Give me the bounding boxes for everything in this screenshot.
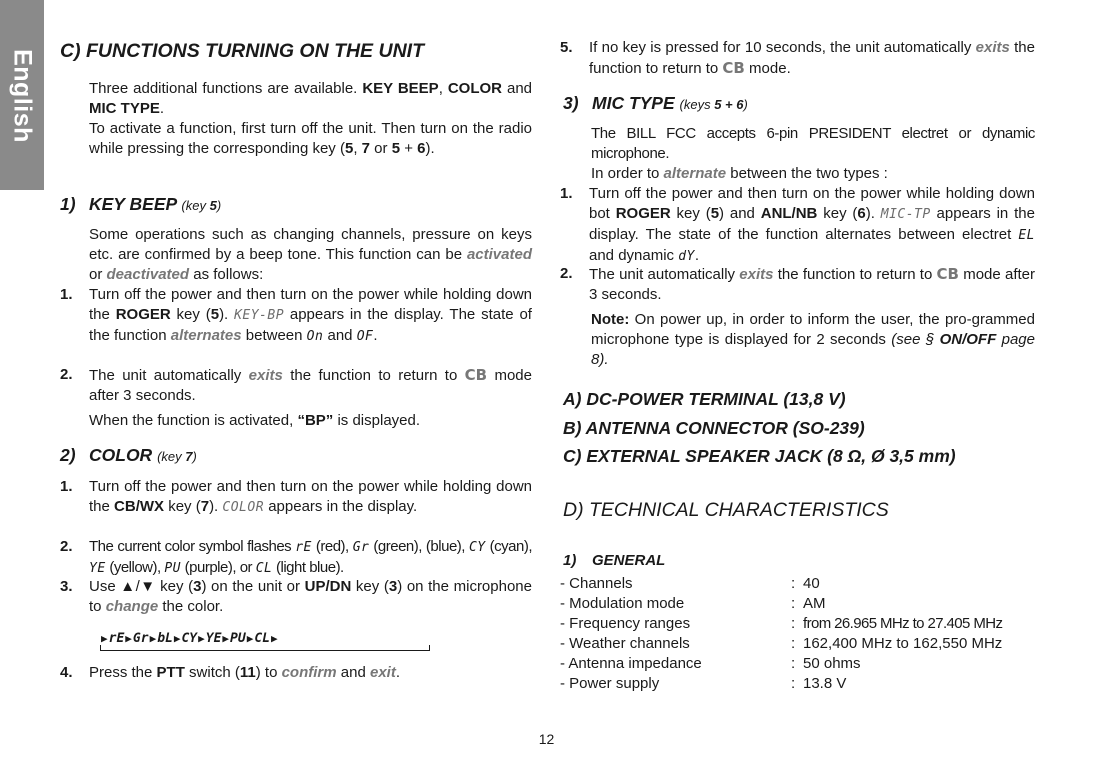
step-number: 4. [60, 664, 73, 681]
text-run: switch ( [184, 664, 240, 681]
lcd-symbol: PU [164, 561, 181, 576]
color-code-cy: CY [181, 631, 198, 646]
color-code-cl: CL [254, 631, 270, 646]
text-run: The BILL FCC accepts 6-pin PRESIDENT electret or dynamic microphone. [591, 125, 1035, 162]
step-text [89, 285, 532, 347]
spec-value: 40 [803, 575, 820, 592]
lcd-symbol: CY [468, 540, 486, 555]
bold-text: 7 [361, 140, 370, 157]
emphasis-text: CB [722, 59, 745, 77]
text-run: and dynamic [589, 247, 679, 264]
text-run: the function to return to [773, 266, 937, 283]
lcd-symbol: COLOR [222, 500, 265, 515]
step-text [589, 264, 1035, 305]
text-run: as follows: [189, 266, 264, 283]
text-run: (see § [891, 331, 940, 348]
step-text [89, 365, 532, 406]
color-number: 2) [60, 445, 76, 465]
color-code-re: rE [108, 631, 125, 646]
bold-text: Note: [591, 311, 630, 328]
spec-label: - Weather channels [560, 635, 690, 652]
text-run: (light blue). [272, 559, 344, 576]
text-run: mode after 3 seconds. [89, 367, 532, 404]
antenna-connector-heading: B) ANTENNA CONNECTOR (SO-239) [563, 418, 865, 438]
text-run: appears in the display. The state of the function [89, 306, 532, 344]
mic-type-step-1 [560, 184, 1035, 267]
emphasis-text: change [105, 598, 159, 615]
arrow-right-icon: ▶ [173, 632, 181, 645]
lcd-symbol: dY [678, 249, 695, 264]
color-cycle-sequence [100, 629, 279, 651]
bold-text: 6 [857, 205, 866, 222]
text-run: the color. [158, 598, 224, 615]
arrow-right-icon: ▶ [198, 632, 205, 645]
text-run: Press the [89, 664, 157, 681]
lcd-symbol: MIC-TP [880, 207, 931, 222]
emphasis-text: CB [464, 366, 488, 384]
text-run: Use ▲/▼ key ( [89, 578, 194, 595]
text-run: and [502, 80, 533, 97]
spec-value: from 26.965 MHz to 27.405 MHz [803, 615, 1003, 632]
bold-text: ANL/NB [760, 205, 818, 222]
bold-text: 3 [388, 578, 398, 595]
mic-type-step-2 [560, 264, 1035, 305]
text-run: ). [425, 140, 435, 157]
step-number: 2. [60, 366, 73, 383]
text-run: Turn off the power and then turn on the power while holding down the [89, 478, 532, 515]
text-run: or [370, 140, 392, 157]
text-run: + [400, 140, 418, 157]
spec-value: 13.8 V [803, 675, 847, 692]
step-text [89, 663, 532, 683]
mic-type-heading [563, 93, 748, 115]
text-run: In order to [591, 165, 664, 182]
text-run: . [694, 247, 700, 264]
lcd-symbol: OF [356, 329, 374, 344]
step-number: 3. [60, 578, 73, 595]
color-step-1 [60, 477, 532, 518]
bold-text: 5 [710, 205, 720, 222]
bold-text: ON/OFF [939, 331, 997, 348]
text-run: . [159, 100, 165, 117]
spec-colon: : [791, 575, 796, 592]
key-beep-note [89, 411, 532, 431]
spec-colon: : [791, 615, 796, 632]
text-run: , [438, 80, 448, 97]
bold-text: 5 [344, 140, 354, 157]
bold-text: 3 [193, 578, 202, 595]
mic-type-paragraph-1 [591, 124, 1035, 164]
dc-power-heading: A) DC-POWER TERMINAL (13,8 V) [563, 389, 846, 409]
text-run: Turn off the power and then turn on the power while holding down bot [589, 185, 1035, 222]
text-run: (cyan), [485, 538, 533, 555]
color-code-pu: PU [230, 631, 246, 646]
mic-type-number: 3) [563, 93, 579, 113]
text-run: ) on the unit or [201, 578, 305, 595]
emphasis-text: exits [739, 266, 774, 283]
text-run: Some operations such as changing channels, pressure on keys etc. are confirmed by a beep tone. This function can be [89, 226, 532, 263]
color-key-prefix: (key [157, 449, 186, 464]
emphasis-text: exits [248, 367, 283, 384]
step-text [589, 184, 1035, 267]
text-run: ) and [719, 205, 761, 222]
bold-text: KEY BEEP [362, 80, 439, 97]
step-text [589, 38, 1035, 79]
language-tab [0, 0, 44, 190]
text-run: Three additional functions are available. [89, 80, 363, 97]
key-beep-key-suffix: ) [216, 198, 222, 213]
lcd-symbol: CL [255, 561, 273, 576]
mic-type-paragraph-2 [591, 164, 1035, 184]
bold-text: 6 [417, 140, 426, 157]
spec-value: 50 ohms [803, 655, 861, 672]
color-code-gr: Gr [132, 631, 149, 646]
arrow-right-icon: ▶ [246, 632, 254, 645]
mic-type-key: 5 + 6 [714, 97, 744, 112]
key-beep-intro [89, 225, 532, 285]
general-number: 1) [563, 552, 577, 569]
emphasis-text: exit [369, 664, 396, 681]
arrow-right-icon: ▶ [222, 632, 230, 645]
emphasis-text: activated [466, 246, 532, 263]
text-run: (red), [311, 538, 353, 555]
arrow-right-icon: ▶ [125, 632, 132, 645]
mic-type-note [591, 310, 1035, 370]
spec-label: - Antenna impedance [560, 655, 702, 672]
text-run: and [336, 664, 370, 681]
lcd-symbol: EL [1018, 228, 1035, 243]
lcd-symbol: On [306, 329, 324, 344]
color-code-bl: bL [157, 631, 173, 646]
text-run: mode after 3 seconds. [589, 266, 1035, 303]
text-run: (purple), or [181, 559, 256, 576]
bold-text: 11 [239, 664, 256, 681]
step-number: 5. [560, 39, 573, 56]
bold-text: MIC TYPE [89, 100, 160, 117]
text-run: ) to [255, 664, 282, 681]
bold-text: 5 [210, 306, 220, 323]
text-run: key ( [817, 205, 858, 222]
spec-colon: : [791, 635, 796, 652]
arrow-right-icon: ▶ [101, 632, 108, 645]
step-number: 1. [60, 286, 73, 303]
general-title: GENERAL [592, 552, 666, 569]
bold-text: CB/WX [114, 498, 165, 515]
text-run: ) on the microphone to [89, 578, 532, 615]
text-run: When the function is activated, [89, 412, 298, 429]
text-run: and [323, 327, 357, 344]
color-key-suffix: ) [192, 449, 197, 464]
bold-text: COLOR [447, 80, 503, 97]
spec-label: - Modulation mode [560, 595, 685, 612]
text-run: the function to return to [282, 367, 465, 384]
text-run: the function to return to [589, 39, 1035, 77]
key-beep-step-1 [60, 285, 532, 347]
spec-colon: : [791, 655, 796, 672]
emphasis-text: alternates [170, 327, 242, 344]
text-run: The unit automatically [589, 266, 740, 283]
text-run: is displayed. [333, 412, 421, 429]
color-step-5 [560, 38, 1035, 79]
spec-colon: : [791, 595, 796, 612]
key-beep-key-prefix: (key [181, 198, 210, 213]
text-run: The unit automatically [89, 367, 249, 384]
spec-colon: : [791, 675, 796, 692]
color-key: 7 [185, 449, 193, 464]
emphasis-text: CB [936, 265, 959, 283]
text-run: key ( [164, 498, 201, 515]
text-run: between the two types : [726, 165, 888, 182]
emphasis-text: exits [975, 39, 1010, 56]
key-beep-number: 1) [60, 194, 76, 214]
bold-text: 5 [391, 140, 401, 157]
text-run: page 8). [591, 331, 1035, 368]
text-run: appears in the display. The state of the function alternates between electret [589, 205, 1035, 243]
step-text [89, 577, 532, 617]
key-beep-key: 5 [209, 198, 217, 213]
intro-paragraph-2 [89, 119, 532, 159]
text-run: , [353, 140, 362, 157]
text-run: The current color symbol flashes [89, 538, 296, 555]
bold-text: UP/DN [304, 578, 352, 595]
color-step-4 [60, 663, 532, 683]
general-heading [563, 552, 665, 570]
step-text [89, 537, 532, 579]
key-beep-step-2 [60, 365, 532, 406]
text-run: ). [219, 306, 235, 323]
spec-value: AM [803, 595, 826, 612]
mic-type-key-suffix: ) [743, 97, 748, 112]
emphasis-text: confirm [281, 664, 337, 681]
text-run: mode. [744, 60, 791, 77]
speaker-jack-heading: C) EXTERNAL SPEAKER JACK (8 Ω, Ø 3,5 mm) [563, 446, 956, 466]
technical-characteristics-title: D) TECHNICAL CHARACTERISTICS [563, 499, 889, 521]
color-step-3 [60, 577, 532, 617]
bold-text: 7 [200, 498, 210, 515]
key-beep-heading [60, 194, 221, 216]
mic-type-key-prefix: (keys [679, 97, 715, 112]
text-run: (green), (blue), [369, 538, 469, 555]
step-text [89, 477, 532, 518]
text-run: key ( [670, 205, 711, 222]
text-run: or [89, 266, 107, 283]
bold-text: ROGER [115, 306, 171, 323]
arrow-right-icon: ▶ [149, 632, 157, 645]
color-step-2 [60, 537, 532, 579]
lcd-symbol: rE [295, 540, 312, 555]
text-run: key ( [351, 578, 389, 595]
text-run: If no key is pressed for 10 seconds, the unit automatically [589, 39, 976, 56]
step-number: 1. [560, 185, 573, 202]
emphasis-text: deactivated [106, 266, 190, 283]
color-heading [60, 445, 197, 467]
key-beep-title: KEY BEEP [89, 194, 177, 214]
text-run: Turn off the power and then turn on the power while holding down the [89, 286, 532, 323]
color-title: COLOR [89, 445, 153, 465]
mic-type-title: MIC TYPE [592, 93, 675, 113]
spec-label: - Power supply [560, 675, 660, 692]
text-run: ). [865, 205, 881, 222]
intro-paragraph-1 [89, 79, 532, 119]
text-run: (yellow), [105, 559, 165, 576]
text-run: appears in the display. [264, 498, 418, 515]
text-run: On power up, in order to inform the user, the pro-grammed microphone type is displayed for 2 seconds [591, 311, 1035, 348]
page-number: 12 [538, 731, 555, 747]
color-code-ye: YE [205, 631, 222, 646]
lcd-symbol: KEY-BP [234, 308, 285, 323]
text-run: key ( [170, 306, 211, 323]
text-run: . [373, 327, 378, 344]
bold-text: PTT [156, 664, 185, 681]
lcd-symbol: Gr [352, 540, 370, 555]
arrow-right-icon: ▶ [270, 632, 278, 645]
lcd-symbol: YE [89, 561, 106, 576]
language-tab-label: English [8, 49, 37, 143]
step-number: 2. [560, 265, 573, 282]
bold-text: “BP” [297, 412, 334, 429]
text-run: between [241, 327, 307, 344]
spec-value: 162,400 MHz to 162,550 MHz [803, 635, 1003, 652]
section-c-title: C) FUNCTIONS TURNING ON THE UNIT [60, 40, 424, 62]
text-run: ). [209, 498, 223, 515]
spec-label: - Frequency ranges [560, 615, 691, 632]
step-number: 1. [60, 478, 73, 495]
bold-text: ROGER [615, 205, 671, 222]
text-run: To activate a function, first turn off the unit. Then turn on the radio while pressing the corresponding key ( [89, 120, 532, 157]
emphasis-text: alternate [663, 165, 727, 182]
step-number: 2. [60, 538, 73, 555]
spec-label: - Channels [560, 575, 633, 592]
text-run: . [395, 664, 401, 681]
